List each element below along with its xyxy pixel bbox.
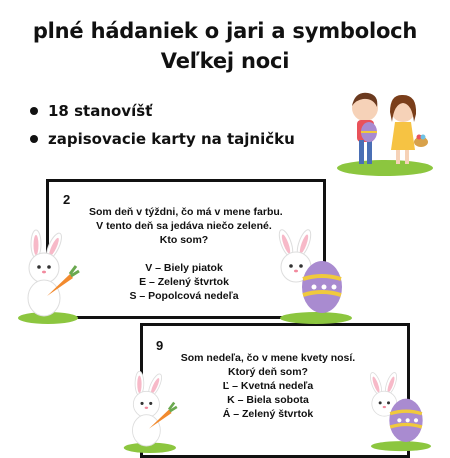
feature-item: 18 stanovíšť <box>30 97 295 125</box>
card-text <box>89 205 283 303</box>
bunny-with-egg-icon <box>352 372 440 452</box>
question-line: Kto som? <box>159 234 209 246</box>
answer-option: E – Zelený štvrtok <box>139 276 229 288</box>
question-line: Som deň v týždni, čo má v mene farbu. <box>89 206 283 218</box>
card-text <box>173 351 363 421</box>
answer-option: V – Biely piatok <box>145 262 223 274</box>
title-line-1: plné hádaniek o jari a symboloch <box>32 19 418 43</box>
bullet-dot <box>30 107 38 115</box>
feature-item: zapisovacie karty na tajničku <box>30 125 295 153</box>
title-line-2: Veľkej noci <box>160 49 290 73</box>
bunny-with-carrot-icon <box>118 373 180 453</box>
question-line: Som nedeľa, čo v mene kvety nosí. <box>180 352 356 364</box>
bullet-dot <box>30 135 38 143</box>
question-line: Ktorý deň som? <box>228 366 308 378</box>
card-number: 2 <box>63 192 71 207</box>
answer-option: S – Popolcová nedeľa <box>129 290 239 302</box>
card-number: 9 <box>156 338 164 353</box>
answer-option: Ľ – Kvetná nedeľa <box>222 380 314 392</box>
spacer <box>89 247 279 261</box>
answer-option: Á – Zelený štvrtok <box>222 408 314 420</box>
children-easter-icon <box>335 82 435 177</box>
page-title <box>0 0 450 76</box>
bunny-with-egg-icon <box>262 229 358 325</box>
feature-list <box>30 97 295 153</box>
bunny-with-carrot-icon <box>14 232 80 324</box>
answer-option: K – Biela sobota <box>227 394 309 406</box>
question-line: V tento deň sa jedáva niečo zelené. <box>96 220 272 232</box>
